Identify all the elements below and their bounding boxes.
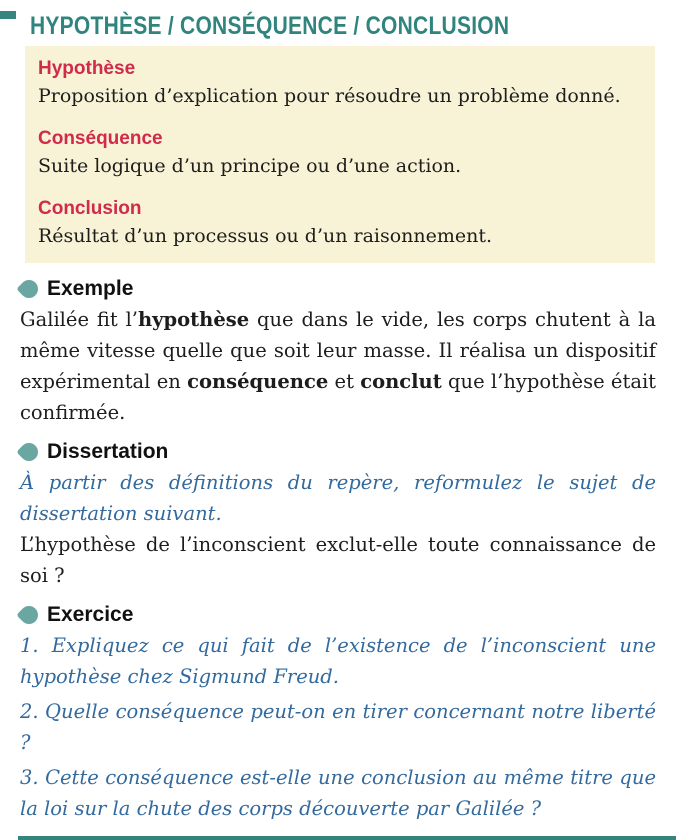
section-heading-dissertation [20, 441, 656, 463]
section-heading-label: Exemple [47, 277, 134, 300]
textbook-page [0, 11, 676, 824]
section-bullet-icon [16, 276, 41, 301]
question-number: 2. [20, 700, 39, 723]
question-number: 1. [20, 634, 39, 657]
definition-item [38, 128, 640, 179]
definition-term: Conclusion [38, 198, 142, 219]
question-text: Expliquez ce qui fait de l’existence de l’inconscient une hypothèse chez Sigmund Freud. [20, 634, 656, 688]
question-number: 3. [20, 766, 39, 789]
dissertation-instruction: À partir des définitions du repère, reformulez le sujet de dissertation suivant. [20, 471, 656, 525]
section-heading-exemple [20, 278, 656, 300]
exercice-question-3 [20, 762, 656, 824]
definition-text: Suite logique d’un principe ou d’une action. [38, 155, 462, 177]
definition-text: Proposition d’explication pour résoudre un problème donné. [38, 85, 621, 107]
definitions-box [25, 46, 655, 263]
question-text: Quelle conséquence peut-on en tirer concernant notre liberté ? [20, 700, 656, 754]
section-exercice [20, 604, 656, 824]
definition-term: Conséquence [38, 128, 163, 149]
definition-term: Hypothèse [38, 58, 136, 79]
section-heading-label: Exercice [47, 603, 134, 626]
bottom-divider-bar [18, 836, 676, 840]
definition-text: Résultat d’un processus ou d’un raisonnement. [38, 225, 493, 247]
section-exemple [20, 278, 656, 428]
section-bullet-icon [16, 439, 41, 464]
definition-item [38, 198, 640, 249]
page-corner-mark [0, 11, 16, 19]
exercice-question-2 [20, 696, 656, 758]
page-title [30, 11, 656, 41]
exercice-question-1 [20, 630, 656, 692]
exemple-body-text: Galilée fit l’hypothèse que dans le vide, les corps chutent à la même vitesse quelle que soit leur masse. Il réalisa un dispositif expérimental en conséquence et conclut que l’hypothèse était confirmée. [20, 308, 657, 424]
dissertation-subject: L’hypothèse de l’inconscient exclut-elle toute connaissance de soi ? [20, 533, 656, 587]
section-heading-label: Dissertation [47, 440, 169, 463]
question-text: Cette conséquence est-elle une conclusion au même titre que la loi sur la chute des corps découverte par Galilée ? [20, 766, 656, 820]
section-bullet-icon [16, 602, 41, 627]
section-heading-exercice [20, 604, 656, 626]
page-title-text: HYPOTHÈSE / CONSÉQUENCE / CONCLUSION [30, 12, 510, 40]
definition-item [38, 58, 640, 109]
section-dissertation [20, 441, 656, 591]
